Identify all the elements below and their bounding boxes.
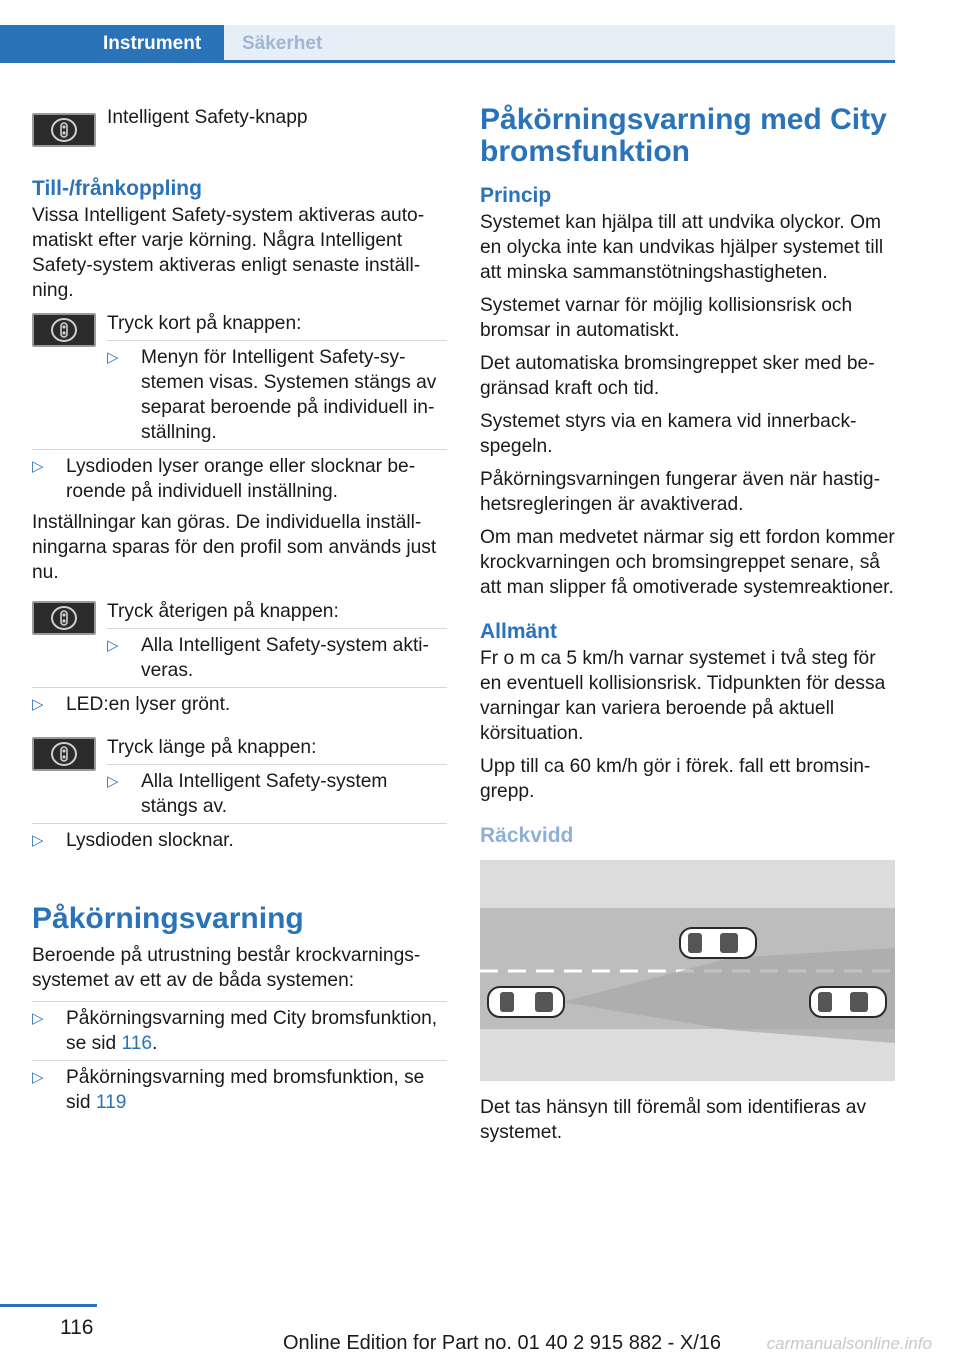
- warning-heading: Påkörningsvarning: [32, 902, 304, 935]
- paragraph: Upp till ca 60 km/h gör i förek. fall ett bromsingrepp.: [480, 756, 871, 802]
- principle-heading: Princip: [480, 184, 552, 207]
- footer-rule: [0, 1304, 97, 1307]
- long-press-row: [32, 735, 447, 823]
- list-item: ▷ Lysdioden slocknar.: [32, 823, 447, 857]
- triangle-right-icon: ▷: [32, 1010, 44, 1027]
- page-link-119[interactable]: 119: [95, 1092, 127, 1113]
- paragraph: Systemet styrs via en kamera vid innerbackspegeln.: [480, 411, 857, 457]
- paragraph: Systemet varnar för möjlig kollisionsrisk och bromsar in automatiskt.: [480, 295, 853, 341]
- header-tabs: [0, 0, 960, 64]
- press-again-label: Tryck återigen på knappen:: [107, 601, 339, 622]
- list-item: ▷ Påkörningsvarning med bromsfunktion, se sid 119: [32, 1060, 447, 1119]
- press-again-row: [32, 599, 447, 687]
- general-heading: Allmänt: [480, 620, 558, 643]
- warning-paragraph: Beroende på utrustning består krockvarningssystemet av ett av de båda systemen:: [32, 945, 421, 991]
- list-item: ▷ LED:en lyser grönt.: [32, 687, 447, 721]
- list-item: ▷ Menyn för Intelligent Safety-systemen visas. Systemen stängs av separat beroende på individuell inställning.: [107, 340, 447, 449]
- short-press-row: [32, 311, 447, 449]
- short-press-outer-list: [32, 449, 447, 508]
- triangle-right-icon: ▷: [32, 832, 44, 849]
- page-link-116[interactable]: 116: [121, 1033, 153, 1054]
- warning-list: [32, 1001, 447, 1119]
- paragraph: Fr o m ca 5 km/h varnar systemet i två steg för en eventuell kollisionsrisk. Tidpunkten för dessa varningar kan variera beroende på aktuell körsituation.: [480, 648, 886, 744]
- intelligent-safety-button-icon: [32, 113, 96, 147]
- intelligent-safety-button-icon: [32, 601, 96, 635]
- short-press-label: Tryck kort på knappen:: [107, 313, 302, 334]
- watermark: carmanualsonline.info: [766, 1334, 932, 1353]
- car-target-icon: [810, 987, 886, 1017]
- figure-caption: Det tas hänsyn till föremål som identifieras av systemet.: [480, 1097, 867, 1143]
- car-ahead-icon: [680, 928, 756, 958]
- intelligent-safety-button-icon: [32, 313, 96, 347]
- paragraph: Påkörningsvarningen fungerar även när hastighetsregleringen är avaktiverad.: [480, 469, 880, 515]
- right-column: [480, 104, 895, 1153]
- button-label: Intelligent Safety-knapp: [107, 107, 308, 128]
- intelligent-safety-button-icon: [32, 737, 96, 771]
- short-press-list: [107, 340, 447, 449]
- edition-note: Online Edition for Part no. 01 40 2 915 882 - X/16: [282, 1332, 722, 1354]
- paragraph: Systemet kan hjälpa till att undvika olyckor. Om en olycka inte kan undvikas hjälper systemet till att minska sammanstötningshastigheten.: [480, 212, 884, 283]
- city-brake-heading: Påkörningsvarning med City bromsfunktion: [480, 103, 887, 168]
- long-press-list: [107, 764, 447, 823]
- settings-paragraph: Inställningar kan göras. De individuella inställningarna sparas för den profil som används just nu.: [32, 512, 437, 583]
- triangle-right-icon: ▷: [32, 696, 44, 713]
- button-label-row: [32, 95, 447, 157]
- tab-sakerhet[interactable]: Säkerhet: [224, 25, 895, 62]
- road-diagram: [480, 860, 895, 1081]
- tab-instrument[interactable]: Instrument: [0, 25, 224, 62]
- long-press-label: Tryck länge på knappen:: [107, 737, 317, 758]
- press-again-outer-list: [32, 687, 447, 721]
- range-illustration: [480, 860, 895, 1081]
- long-press-outer-list: [32, 823, 447, 857]
- toggle-paragraph: Vissa Intelligent Safety-system aktiveras automatiskt efter varje körning. Några Intelligent Safety-system aktiveras enligt senaste inställning.: [32, 205, 425, 301]
- triangle-right-icon: ▷: [107, 349, 119, 366]
- paragraph: Om man medvetet närmar sig ett fordon kommer krockvarningen och bromsingreppet senare, så att man slipper få omotiverade systemreaktioner.: [480, 527, 895, 598]
- press-again-list: [107, 628, 447, 687]
- left-column: [32, 95, 447, 1119]
- triangle-right-icon: ▷: [107, 637, 119, 654]
- list-item: ▷ Lysdioden lyser orange eller slocknar beroende på individuell inställning.: [32, 449, 447, 508]
- car-own-icon: [488, 987, 564, 1017]
- range-heading: Räckvidd: [480, 824, 574, 847]
- toggle-heading: Till-/frånkoppling: [32, 177, 202, 200]
- page-number: 116: [60, 1316, 94, 1339]
- list-item: ▷ Alla Intelligent Safety-system stängs av.: [107, 764, 447, 823]
- paragraph: Det automatiska bromsingreppet sker med begränsad kraft och tid.: [480, 353, 875, 399]
- list-item: ▷ Alla Intelligent Safety-system aktiveras.: [107, 628, 447, 687]
- list-item: ▷ Påkörningsvarning med City bromsfunktion, se sid 116.: [32, 1001, 447, 1060]
- triangle-right-icon: ▷: [32, 458, 44, 475]
- triangle-right-icon: ▷: [32, 1069, 44, 1086]
- header-rule: [0, 60, 895, 63]
- triangle-right-icon: ▷: [107, 773, 119, 790]
